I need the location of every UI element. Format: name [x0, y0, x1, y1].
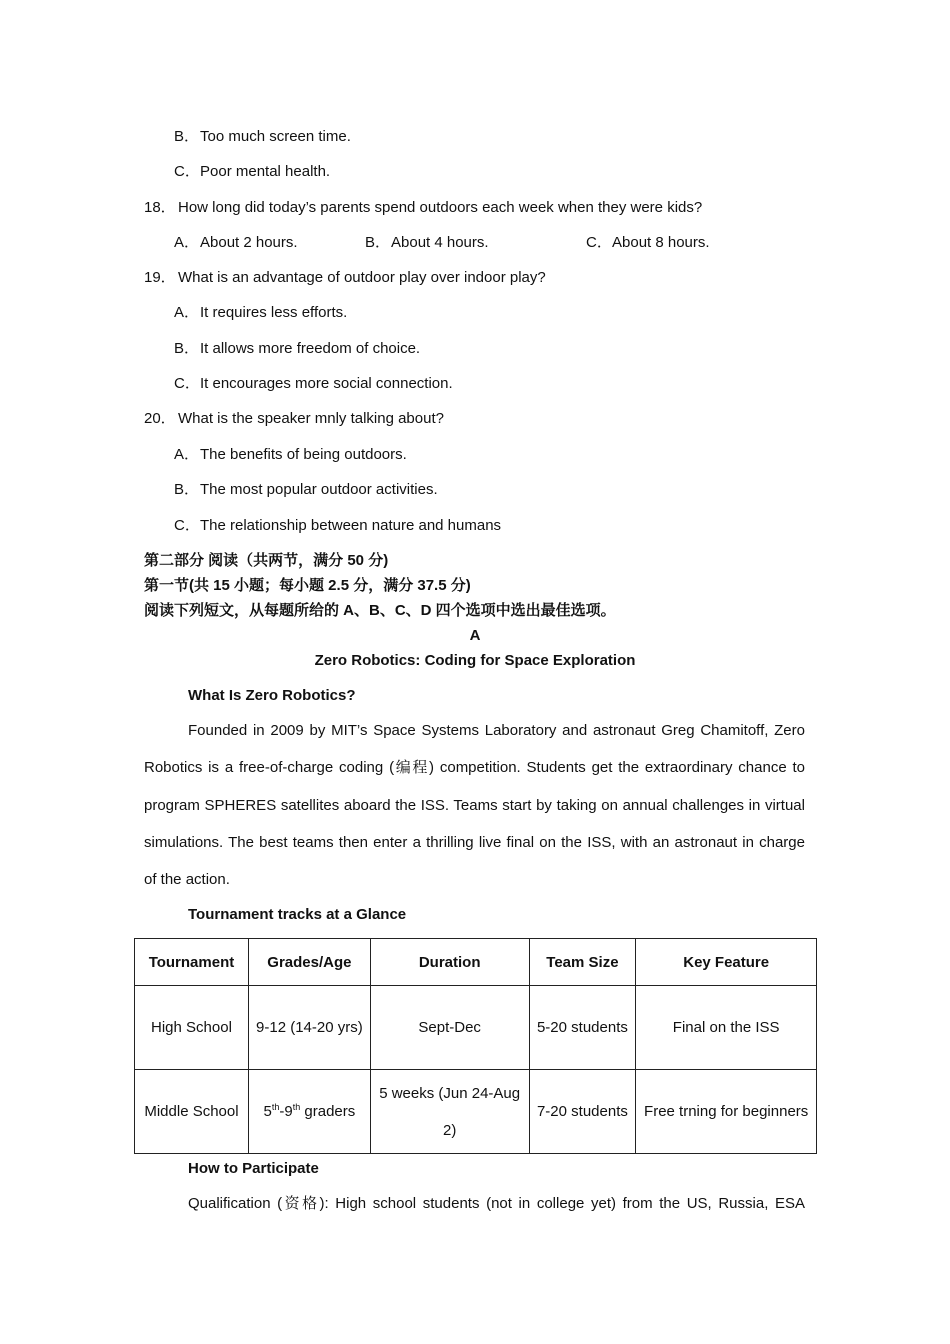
- cell-key-feature: Free trning for beginners: [636, 1070, 817, 1154]
- table-header-row: [135, 939, 817, 986]
- table-row: [135, 986, 817, 1070]
- cell-grades: [248, 1070, 370, 1154]
- superscript: th: [271, 1102, 280, 1112]
- option-text: About 8 hours.: [612, 234, 710, 251]
- option-text: The benefits of being outdoors.: [200, 446, 407, 463]
- question-number: 19．: [144, 269, 176, 286]
- question-number: 18．: [144, 199, 176, 216]
- grades-text: graders: [300, 1103, 356, 1120]
- option-text: The relationship between nature and humans: [200, 517, 502, 534]
- subheading-tournament-tracks: Tournament tracks at a Glance: [188, 906, 407, 923]
- option-letter: A．: [174, 234, 200, 251]
- superscript: th: [292, 1102, 301, 1112]
- option-letter: B．: [174, 340, 200, 357]
- option-text: Poor mental health.: [200, 163, 331, 180]
- option-letter: B．: [174, 481, 200, 498]
- tournament-table: [134, 938, 817, 1154]
- passage-title: Zero Robotics: Coding for Space Exploration: [314, 652, 636, 669]
- option-letter: C．: [174, 375, 200, 392]
- header-team-size: Team Size: [529, 939, 636, 986]
- paragraph-line: Founded in 2009 by MIT’s Space Systems Laboratory and astronaut Greg Chamitoff, Zero: [188, 722, 805, 739]
- option-letter: A．: [174, 304, 200, 321]
- option-text: It encourages more social connection.: [200, 375, 453, 392]
- option-20a: [174, 445, 407, 465]
- qualification-line: Qualification (资格): High school students (not in college yet) from the US, Russia, ESA: [188, 1195, 805, 1212]
- option-text: It allows more freedom of choice.: [200, 340, 421, 357]
- option-letter: B．: [365, 234, 391, 251]
- cell-grades: 9-12 (14-20 yrs): [248, 986, 370, 1070]
- option-19b: [174, 339, 420, 359]
- option-letter: A．: [174, 446, 200, 463]
- part-heading: 第二部分 阅读（共两节，满分 50 分): [144, 552, 389, 569]
- header-grades: Grades/Age: [248, 939, 370, 986]
- option-text: The most popular outdoor activities.: [200, 481, 438, 498]
- option-letter: C．: [174, 163, 200, 180]
- option-19c: [174, 374, 453, 394]
- option-text: About 2 hours.: [200, 234, 298, 251]
- option-letter: B．: [174, 128, 200, 145]
- option-text: About 4 hours.: [391, 234, 489, 251]
- option-18a: [174, 233, 298, 253]
- instruction: 阅读下列短文，从每题所给的 A、B、C、D 四个选项中选出最佳选项。: [144, 602, 616, 619]
- section-heading: 第一节(共 15 小题；每小题 2.5 分，满分 37.5 分): [144, 577, 471, 594]
- subheading-how-to-participate: How to Participate: [188, 1160, 319, 1177]
- option-20c: [174, 516, 501, 536]
- paragraph-line: of the action.: [144, 871, 230, 888]
- option-letter: C．: [174, 517, 200, 534]
- cell-tournament: High School: [135, 986, 249, 1070]
- option-text: It requires less efforts.: [200, 304, 348, 321]
- cell-duration: Sept-Dec: [370, 986, 529, 1070]
- passage-label: A: [469, 627, 481, 644]
- option-18c: [586, 233, 710, 253]
- cell-tournament: Middle School: [135, 1070, 249, 1154]
- option-18b: [365, 233, 489, 253]
- question-text: How long did today’s parents spend outdoors each week when they were kids?: [178, 199, 703, 216]
- option-17b: [174, 127, 351, 147]
- question-19: [144, 268, 546, 288]
- grades-text: 5: [263, 1103, 272, 1120]
- option-20b: [174, 480, 438, 500]
- option-letter: C．: [586, 234, 612, 251]
- question-text: What is an advantage of outdoor play over indoor play?: [178, 269, 546, 286]
- paragraph-line: simulations. The best teams then enter a thrilling live final on the ISS, with an astronaut in charge: [144, 834, 805, 851]
- option-text: Too much screen time.: [200, 128, 351, 145]
- question-text: What is the speaker mnly talking about?: [178, 410, 444, 427]
- question-20: [144, 409, 444, 429]
- question-18: [144, 198, 702, 218]
- header-tournament: Tournament: [135, 939, 249, 986]
- subheading-what-is: What Is Zero Robotics?: [188, 687, 356, 704]
- option-17c: [174, 162, 330, 182]
- grades-text: -9: [279, 1103, 293, 1120]
- option-19a: [174, 303, 347, 323]
- header-duration: Duration: [370, 939, 529, 986]
- question-number: 20．: [144, 410, 176, 427]
- table-row: [135, 1070, 817, 1154]
- cell-key-feature: Final on the ISS: [636, 986, 817, 1070]
- cell-team-size: 5-20 students: [529, 986, 636, 1070]
- paragraph-line: program SPHERES satellites aboard the ISS. Teams start by taking on annual challenges in virtual: [144, 797, 805, 814]
- header-key-feature: Key Feature: [636, 939, 817, 986]
- cell-team-size: 7-20 students: [529, 1070, 636, 1154]
- cell-duration: 5 weeks (Jun 24-Aug 2): [370, 1070, 529, 1154]
- paragraph-line: Robotics is a free-of-charge coding (编程) competition. Students get the extraordinary chance to: [144, 759, 805, 776]
